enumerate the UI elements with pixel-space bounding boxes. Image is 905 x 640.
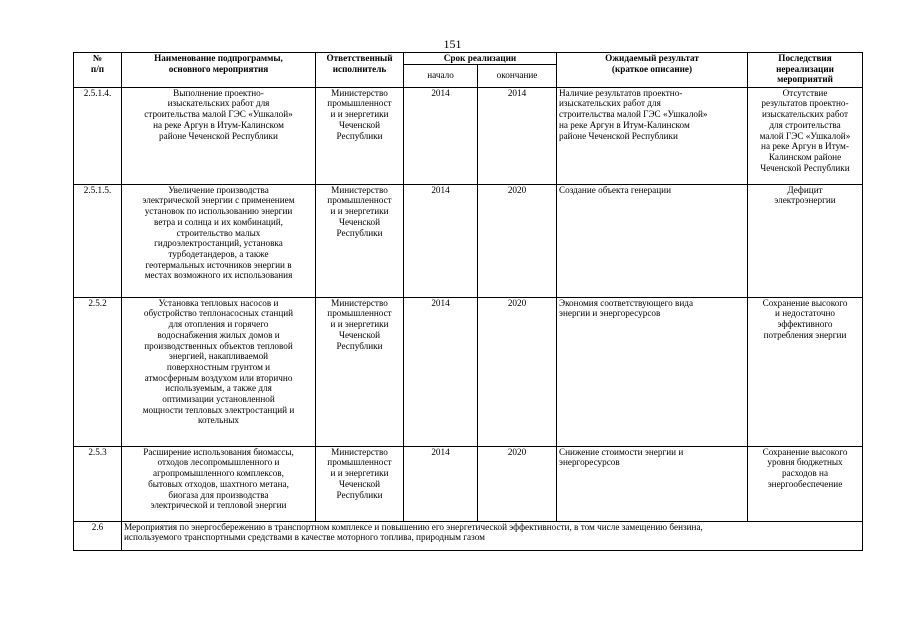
row-end: 2014 bbox=[478, 87, 557, 184]
row-name: Установка тепловых насосов и обустройство теплонасосных станций для отопления и горячего водоснабжения жилых домов и производственных объектов тепловой энергией, накапливаемой поверхностным грунтом и атмосферным воздухом или вторично используемым, а также для оптимизации установленной мощности тепловых электростанций и котельных bbox=[122, 297, 316, 446]
table-row bbox=[74, 446, 863, 521]
row-start: 2014 bbox=[404, 184, 478, 297]
row-result: Наличие результатов проектно- изыскательских работ для строительства малой ГЭС «Ушкалой» на реке Аргун в Итум-Калинском районе Чеченской Республики bbox=[557, 87, 748, 184]
row-result: Создание объекта генерации bbox=[557, 184, 748, 297]
header-row bbox=[74, 53, 863, 65]
header-period-end: окончание bbox=[478, 64, 557, 87]
row-name: Расширение использования биомассы, отходов лесопромышленного и агропромышленного комплексов, бытовых отходов, шахтного метана, биогаза для производства электрической и тепловой энергии bbox=[122, 446, 316, 521]
table-row bbox=[74, 297, 863, 446]
header-period: Срок реализации bbox=[404, 53, 557, 65]
row-start: 2014 bbox=[404, 87, 478, 184]
row-responsible: Министерство промышленност и и энергетики Чеченской Республики bbox=[316, 297, 404, 446]
row-name: Выполнение проектно- изыскательских работ для строительства малой ГЭС «Ушкалой» на реке Аргун в Итум-Калинском районе Чеченской Республики bbox=[122, 87, 316, 184]
header-result: Ожидаемый результат (краткое описание) bbox=[557, 53, 748, 88]
row-consequences: Отсутствие результатов проектно- изыскательских работ для строительства малой ГЭС «Ушкалой» на реке Аргун в Итум- Калинском районе Чеченской Республики bbox=[748, 87, 863, 184]
row-num: 2.5.3 bbox=[74, 446, 122, 521]
row-result: Экономия соответствующего вида энергии и энергоресурсов bbox=[557, 297, 748, 446]
section-num: 2.6 bbox=[74, 521, 122, 550]
header-consequences: Последствия нереализации мероприятий bbox=[748, 53, 863, 88]
row-start: 2014 bbox=[404, 446, 478, 521]
row-result: Снижение стоимости энергии и энергоресурсов bbox=[557, 446, 748, 521]
header-name: Наименование подпрограммы, основного мероприятия bbox=[122, 53, 316, 88]
section-row bbox=[74, 521, 863, 550]
section-text: Мероприятия по энергосбережению в транспортном комплексе и повышению его энергетической эффективности, в том числе замещению бензина, используемого транспортными средствами в качестве моторного топлива, природным газом bbox=[122, 521, 863, 550]
row-num: 2.5.1.4. bbox=[74, 87, 122, 184]
row-consequences: Дефицит электроэнергии bbox=[748, 184, 863, 297]
row-end: 2020 bbox=[478, 184, 557, 297]
header-num: № п/п bbox=[74, 53, 122, 88]
table-row bbox=[74, 87, 863, 184]
row-responsible: Министерство промышленност и и энергетики Чеченской Республики bbox=[316, 184, 404, 297]
row-consequences: Сохранение высокого уровня бюджетных расходов на энергообеспечение bbox=[748, 446, 863, 521]
row-end: 2020 bbox=[478, 297, 557, 446]
row-consequences: Сохранение высокого и недостаточно эффективного потребления энергии bbox=[748, 297, 863, 446]
row-responsible: Министерство промышленност и и энергетики Чеченской Республики bbox=[316, 87, 404, 184]
header-period-start: начало bbox=[404, 64, 478, 87]
row-end: 2020 bbox=[478, 446, 557, 521]
page-number: 151 bbox=[443, 37, 462, 51]
table-row bbox=[74, 184, 863, 297]
row-responsible: Министерство промышленност и и энергетики Чеченской Республики bbox=[316, 446, 404, 521]
row-num: 2.5.1.5. bbox=[74, 184, 122, 297]
row-start: 2014 bbox=[404, 297, 478, 446]
row-num: 2.5.2 bbox=[74, 297, 122, 446]
program-measures-table bbox=[73, 52, 863, 551]
row-name: Увеличение производства электрической энергии с применением установок по использованию энергии ветра и солнца и их комбинаций, строительство малых гидроэлектростанций, установка турбодетандеров, а также геотермальных источников энергии в местах возможного их использования bbox=[122, 184, 316, 297]
header-responsible: Ответственный исполнитель bbox=[316, 53, 404, 88]
